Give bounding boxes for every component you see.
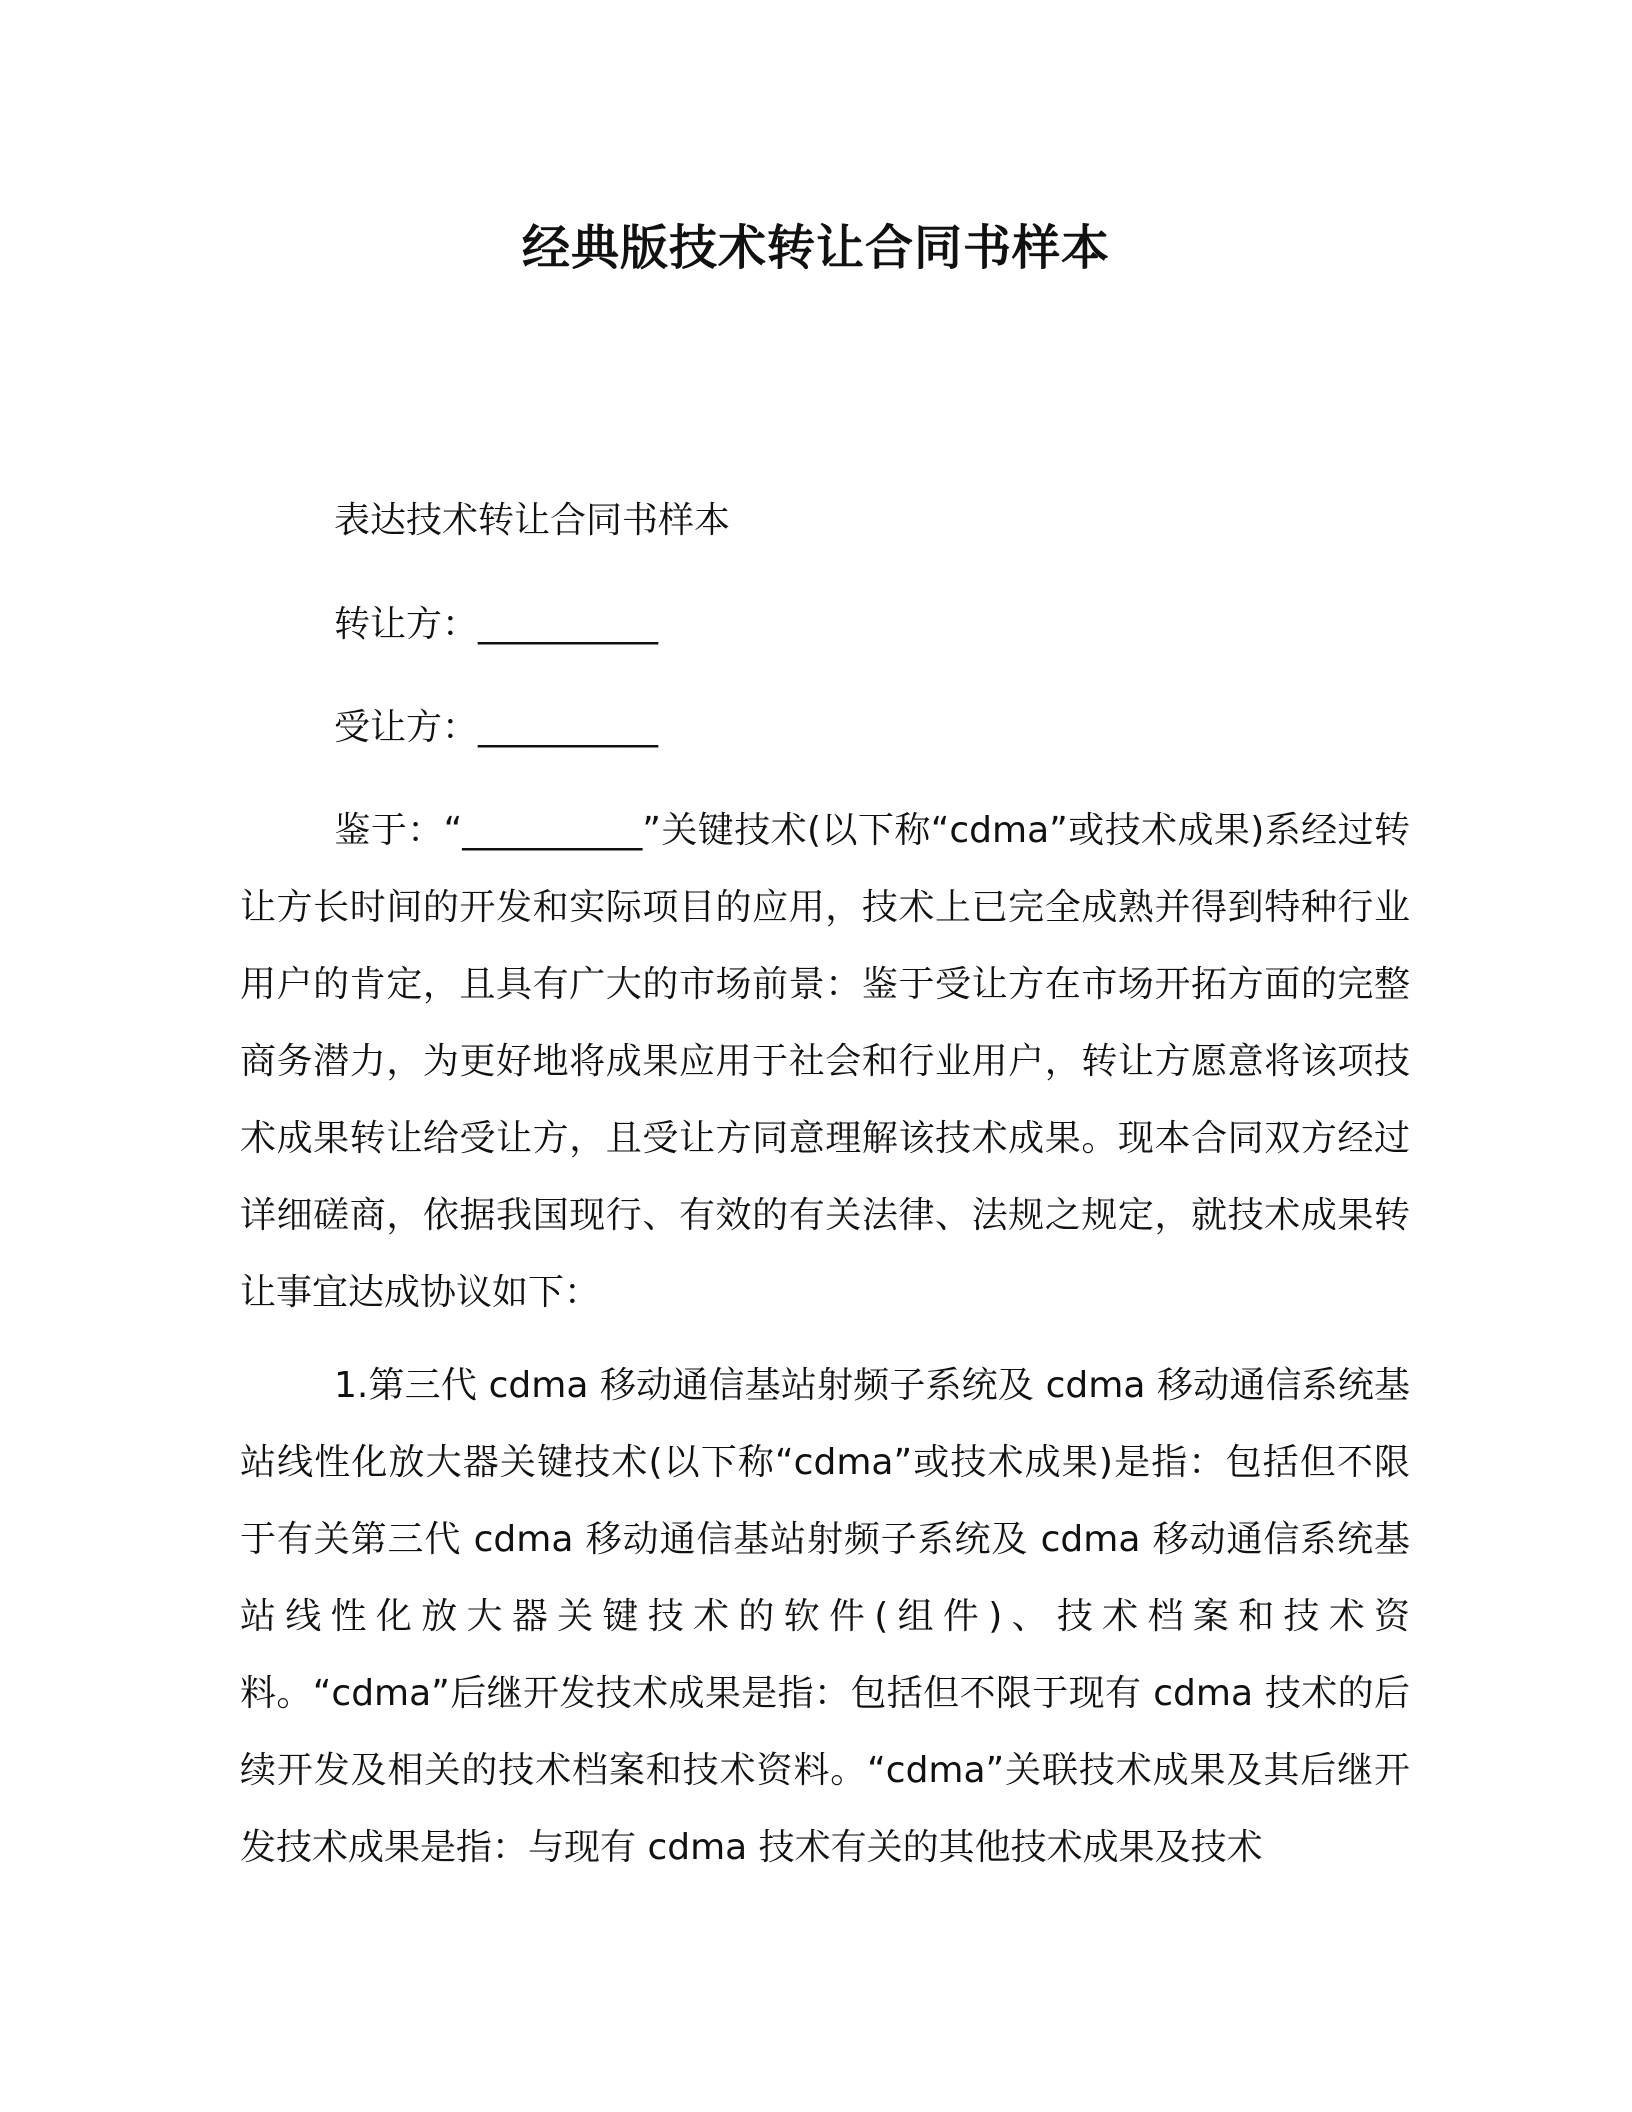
paragraph-clause-1 xyxy=(240,1347,1410,1886)
transferor-line: 转让方：__________ xyxy=(334,604,659,645)
document-title: 经典版技术转让合同书样本 xyxy=(521,220,1110,276)
paragraph-whereas xyxy=(240,792,1410,1331)
document-subtitle: 表达技术转让合同书样本 xyxy=(334,500,731,541)
paragraph-clause-1-text: 1.第三代 cdma 移动通信基站射频子系统及 cdma 移动通信系统基站线性化放大器关键技术(以下称“cdma”或技术成果)是指：包括但不限于有关第三代 cdma 移动通信基站射频子系统及 cdma 移动通信系统基站线性化放大器关键技术的软件(组件)、技术档案和技术资料。“cdma”后继开发技术成果是指：包括但不限于现有 cdma 技术的后续开发及相关的技术档案和技术资料。“cdma”关联技术成果及其后继开发技术成果是指：与现有 cdma 技术有关的其他技术成果及技术 xyxy=(240,1365,1410,1868)
transferee-line: 受让方：__________ xyxy=(334,707,659,748)
paragraph-whereas-text: 鉴于：“__________”关键技术(以下称“cdma”或技术成果)系经过转让方长时间的开发和实际项目的应用，技术上已完全成熟并得到特种行业用户的肯定，且具有广大的市场前景：鉴于受让方在市场开拓方面的完整商务潜力，为更好地将成果应用于社会和行业用户，转让方愿意将该项技术成果转让给受让方，且受让方同意理解该技术成果。现本合同双方经过详细磋商，依据我国现行、有效的有关法律、法规之规定，就技术成果转让事宜达成协议如下： xyxy=(240,810,1410,1313)
